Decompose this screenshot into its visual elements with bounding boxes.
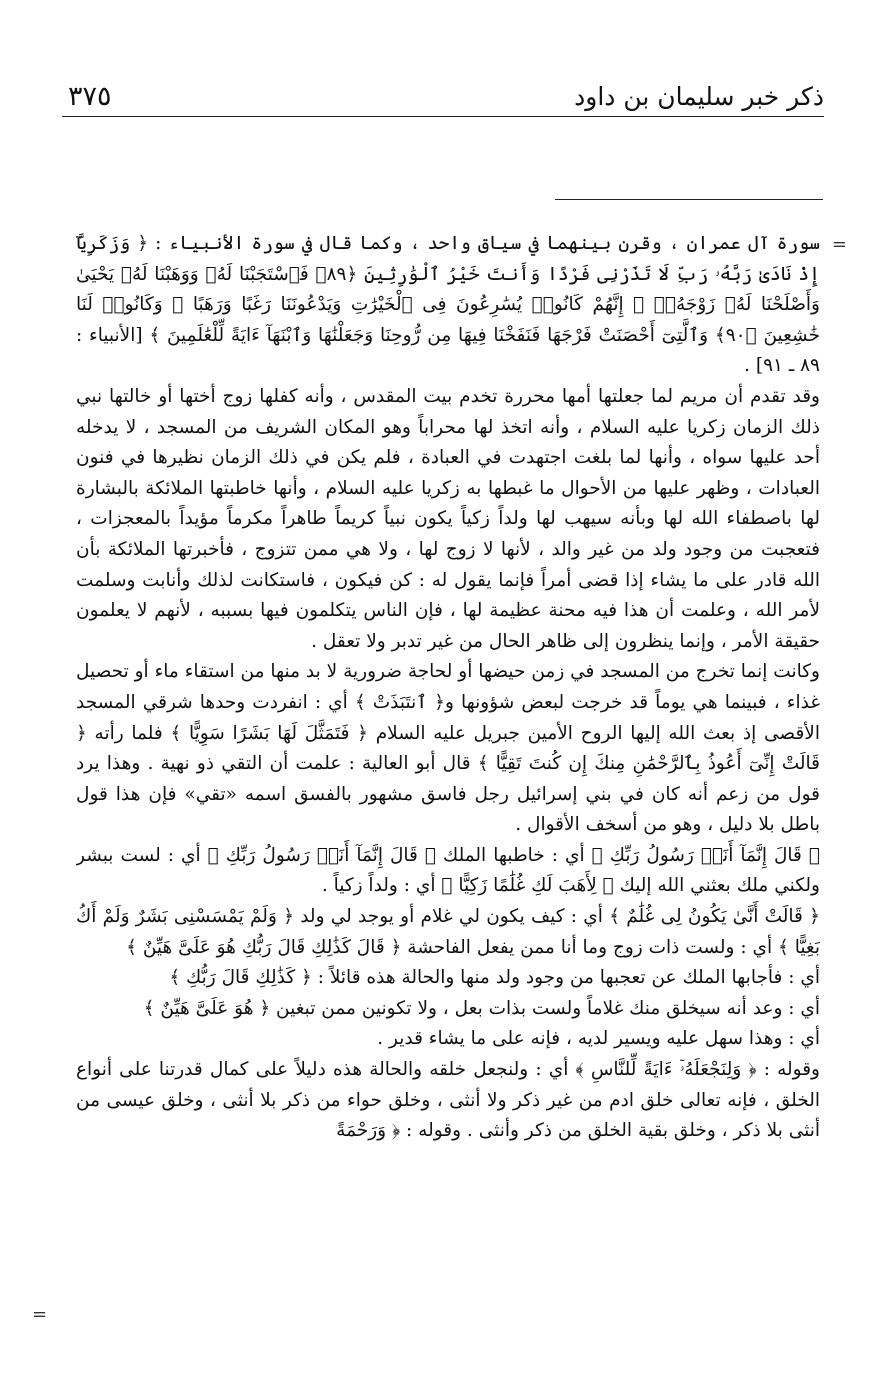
running-title: ذكر خبر سليمان بن داود [574,82,824,111]
paragraph: وقوله : ﴿ وَلِنَجْعَلَهُۥٓ ءَايَةً لِّلنَّاسِ ﴾ أي : ولنجعل خلقه والحالة هذه دليلاً على كمال قدرتنا على أنواع الخلق ، فإنه تعالى خلق ادم من غير ذكر ولا أنثى ، وخلق حواء من ذكر بلا أنثى ، وخلق عيسى من أنثى بلا ذكر ، وخلق بقية الخلق من ذكر وأنثى . وقوله : ﴿ وَرَحْمَةً [76,1059,820,1142]
margin-mark-top: = [831,234,847,255]
margin-mark-bottom: = [32,1304,48,1325]
paragraph: أي : وهذا سهل عليه ويسير لديه ، فإنه على ما يشاء قدير . [377,1028,820,1050]
paragraph: وكانت إنما تخرج من المسجد في زمن حيضها أو لحاجة ضرورية لا بد منها من استقاء ماء أو تحصيل غذاء ، فبينما هي يوماً قد خرجت لبعض شؤونها و﴿ ٱنتَبَذَتْ ﴾ أي : انفردت وحدها شرقي المسجد الأقصى إذ بعث الله إليها الروح الأمين جبريل عليه السلام ﴿ فَتَمَثَّلَ لَهَا بَشَرًا سَوِيًّا ﴾ فلما رأته ﴿ قَالَتْ إِنِّىٓ أَعُوذُ بِٱلرَّحْمَٰنِ مِنكَ إِن كُنتَ تَقِيًّا ﴾ قال أبو العالية : علمت أن التقي ذو نهية . وهذا يرد قول من زعم أنه كان في بني إسرائيل رجل فاسق مشهور بالفسق اسمه «تقي» فإن هذا قول باطل بلا دليل ، وهو من أسخف الأقوال . [76,661,820,836]
page-number: ٣٧٥ [68,81,112,112]
paragraph: أي : وعد أنه سيخلق منك غلاماً ولست بذات بعل ، ولا تكونين ممن تبغين ﴿ هُوَ عَلَىَّ هَيِّنٌ ﴾ [143,997,820,1019]
paragraph: وقد تقدم أن مريم لما جعلتها أمها محررة تخدم بيت المقدس ، وأنه كفلها زوج أختها أو خالتها نبي ذلك الزمان زكريا عليه السلام ، وأنه اتخذ لها محراباً وهو المكان الشريف من المسجد ، لا يدخله أحد عليها سواه ، وأنها لما بلغت اجتهدت في العبادة ، فلم يكن في ذلك الزمان نظيرها في فنون العبادات ، وظهر عليها من الأحوال ما غبطها به زكريا عليه السلام ، وأنها خاطبتها الملائكة بالبشارة لها باصطفاء الله لها وبأنه سيهب لها ولداً زكياً يكون نبياً كريماً طاهراً مكرماً مؤيداً بالمعجزات ، فتعجبت من وجود ولد من غير والد ، لأنها لا زوج لها ، ولا هي ممن تتزوج ، فأخبرتها الملائكة بأن الله قادر على ما يشاء إذا قضى أمراً فإنما يقول له : كن فيكون ، فاستكانت لذلك وأنابت وسلمت لأمر الله ، وعلمت أن هذا فيه محنة عظيمة لها ، فإن الناس يتكلمون فيها بسببه ، لأنهم لا يعلمون حقيقة الأمر ، وإنما ينظرون إلى ظاهر الحال من غير تدبر ولا تعقل . [76,385,820,652]
paragraph: أي : فأجابها الملك عن تعجبها من وجود ولد منها والحالة هذه قائلاً : ﴿ كَذَٰلِكِ قَالَ رَبُّكِ ﴾ [169,967,820,989]
page-header [62,80,824,117]
body-text [76,229,820,1369]
section-rule [555,199,823,200]
paragraph: ﴿ قَالَتْ أَنَّىٰ يَكُونُ لِى غُلَٰمٌ ﴾ أي : كيف يكون لي غلام أو يوجد لي ولد ﴿ وَلَمْ يَمْسَسْنِى بَشَرٌ وَلَمْ أَكُ بَغِيًّا ﴾ أي : ولست ذات زوج وما أنا ممن يفعل الفاحشة ﴿ قَالَ كَذَٰلِكِ قَالَ رَبُّكِ هُوَ عَلَىَّ هَيِّنٌ ﴾ [76,906,820,958]
paragraph: ﴿ قَالَ إِنَّمَآ أَنَا۠ رَسُولُ رَبِّكِ ﴾ أي : خاطبها الملك ﴿ قَالَ إِنَّمَآ أَنَا۠ رَسُولُ رَبِّكِ ﴾ أي : لست ببشر ولكني ملك بعثني الله إليك ﴿ لِأَهَبَ لَكِ غُلَٰمًا زَكِيًّا ﴾ أي : ولداً زكياً . [76,844,820,897]
paragraph: سورة آل عمران ، وقرن بينهما في سياق واحد ، وكما قال في سورة الأنبياء : ﴿ وَزَكَرِيَّآ إِذْ نَادَىٰ رَبَّهُۥ رَبِّ لَا تَذَرْنِى فَرْدًا وَأَنتَ خَيْرُ ٱلْوَٰرِثِينَ ﴿٨٩﴾ فَٱسْتَجَبْنَا لَهُۥ وَوَهَبْنَا لَهُۥ يَحْيَىٰ وَأَصْلَحْنَا لَهُۥ زَوْجَهُۥٓ ۚ إِنَّهُمْ كَانُوا۟ يُسَٰرِعُونَ فِى ٱلْخَيْرَٰتِ وَيَدْعُونَنَا رَغَبًا وَرَهَبًا ۖ وَكَانُوا۟ لَنَا خَٰشِعِينَ ﴿٩٠﴾ وَٱلَّتِىٓ أَحْصَنَتْ فَرْجَهَا فَنَفَخْنَا فِيهَا مِن رُّوحِنَا وَجَعَلْنَٰهَا وَٱبْنَهَآ ءَايَةً لِّلْعَٰلَمِينَ ﴾ [الأنبياء : ٨٩ ـ ٩١] . [76,233,820,377]
